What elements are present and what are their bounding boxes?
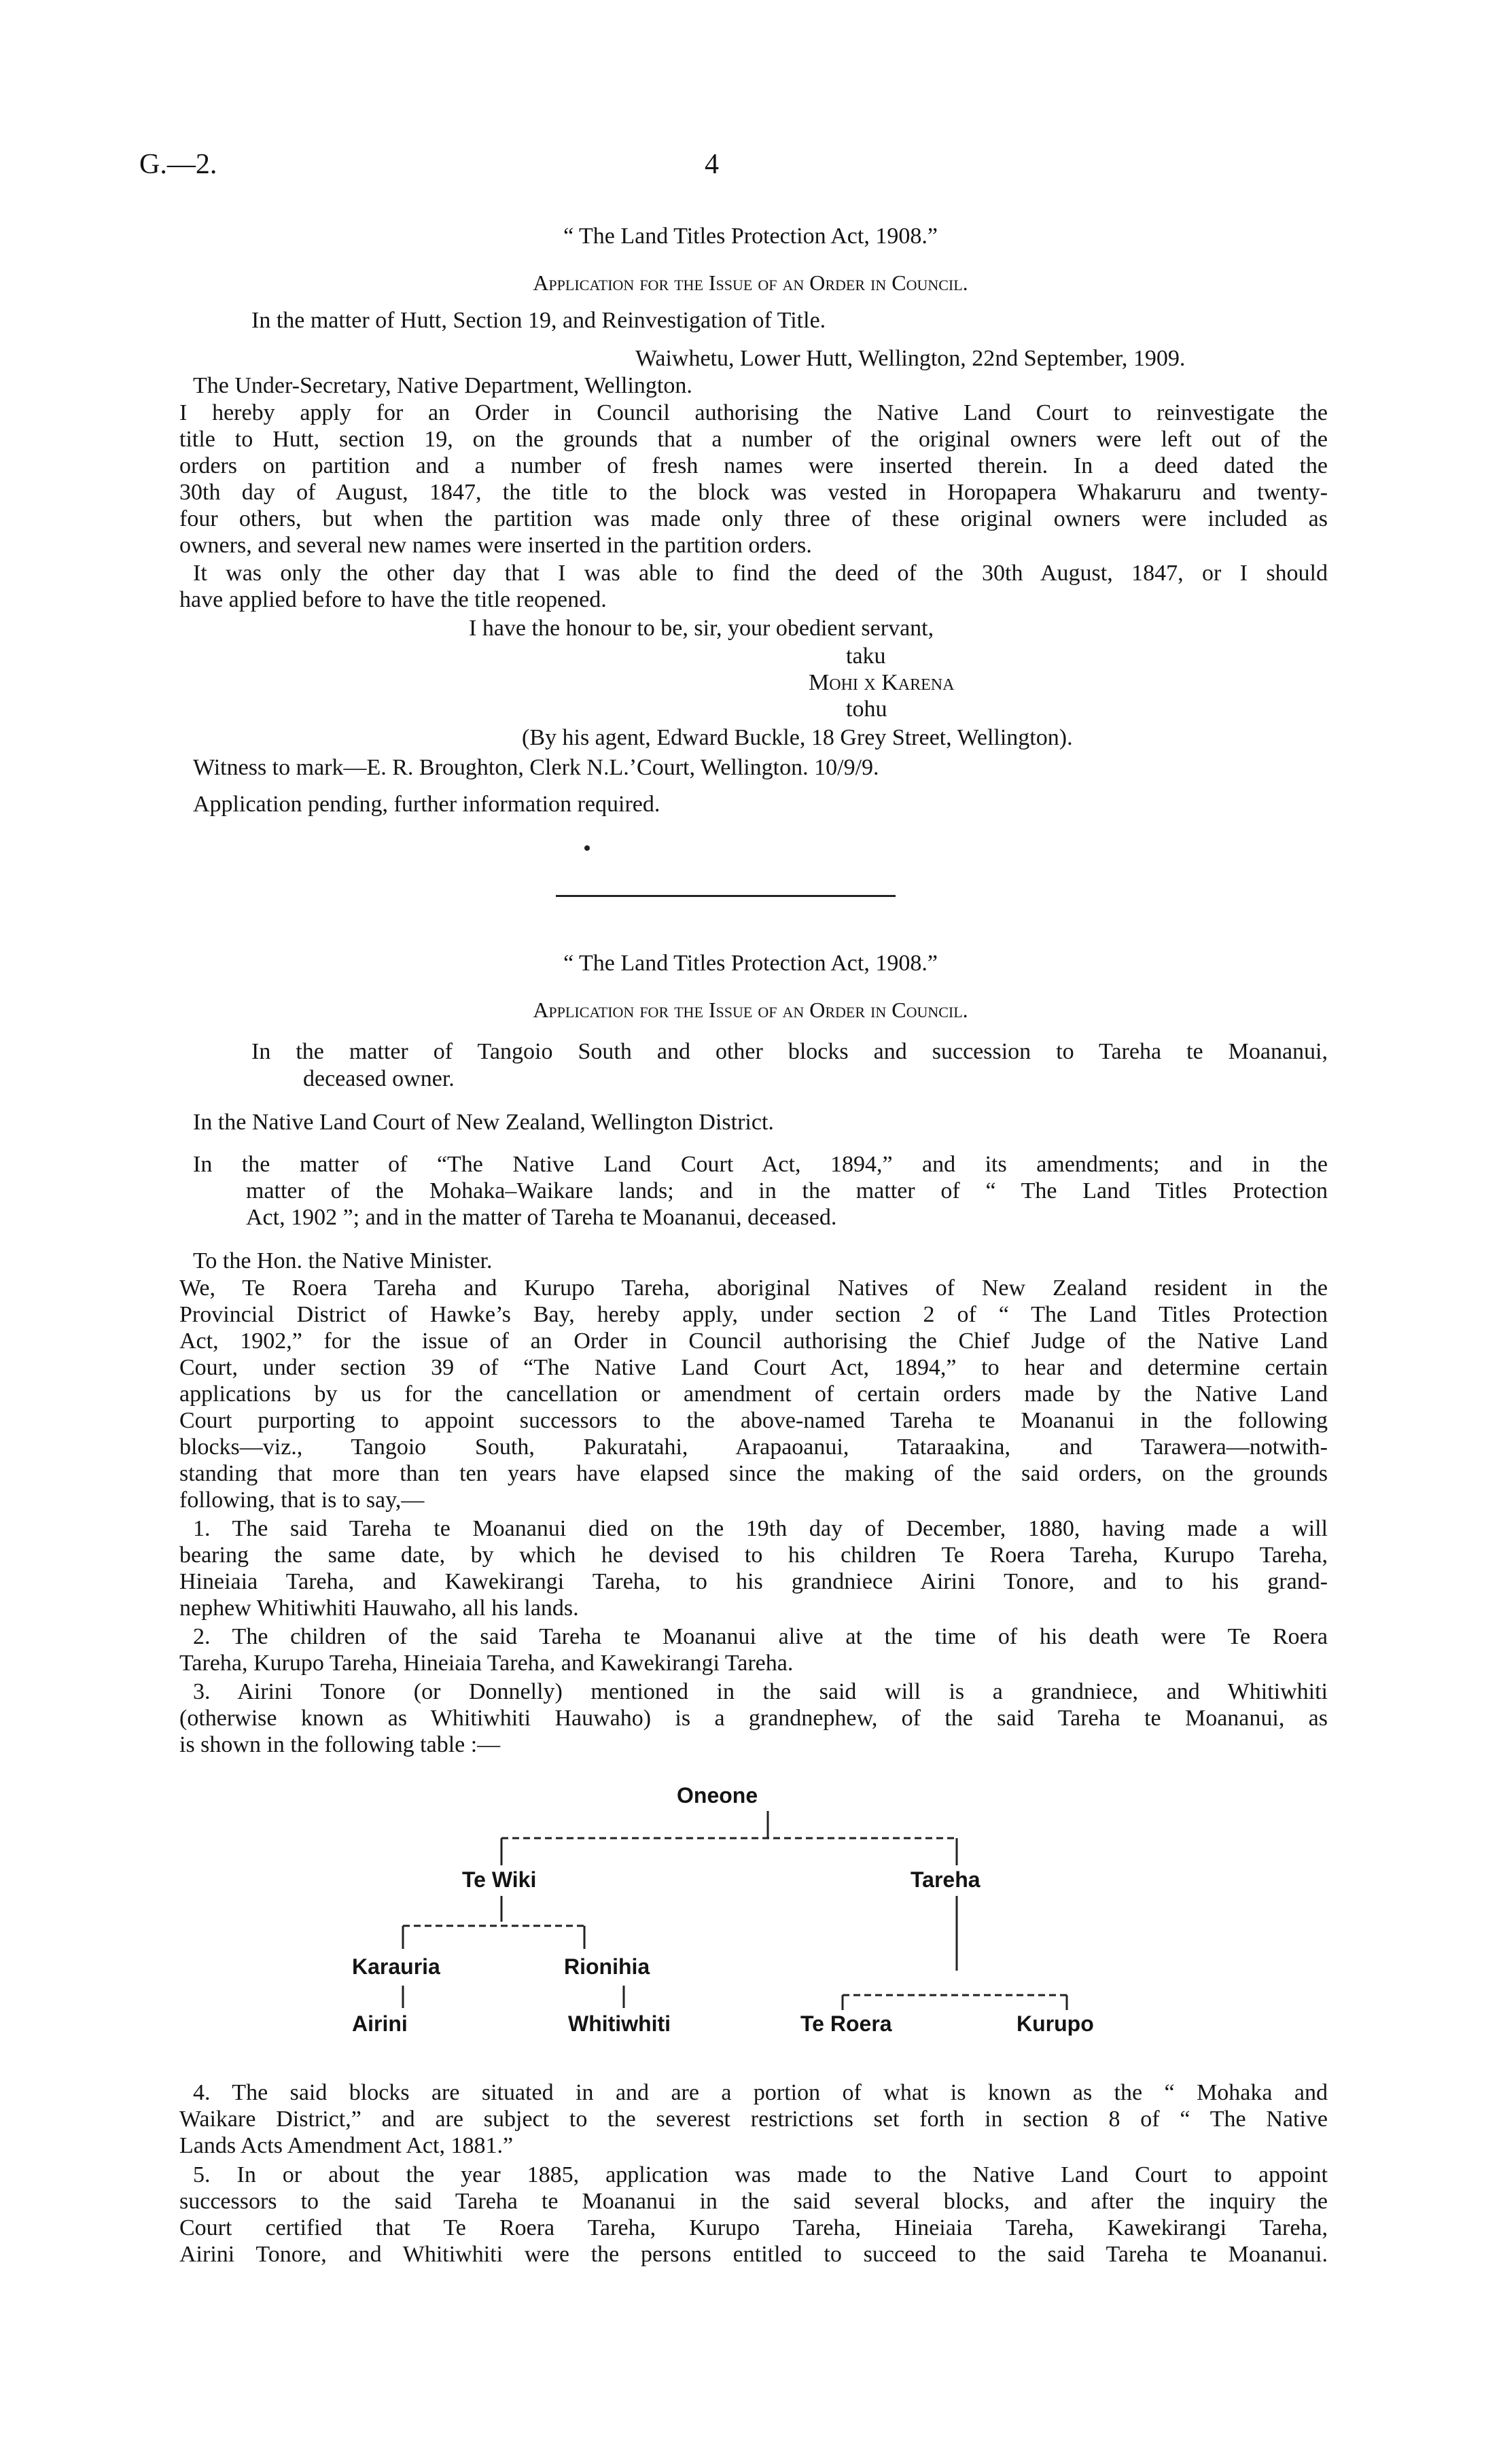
paragraph-1-line: bearing the same date, by which he devised to his children Te Roera Tareha, Kurupo Tareha, [179,1543,1328,1568]
body-line: owners, and several new names were inserted in the partition orders. [179,533,812,558]
paragraph-4-line: Waikare District,” and are subject to the severest restrictions set forth in section 8 of “ The Native [179,2107,1328,2132]
application-heading-2: Application for the Issue of an Order in Council. [533,998,968,1022]
paragraph-5-line: successors to the said Tareha te Moananui in the said several blocks, and after the inquiry the [179,2189,1328,2214]
body-line: Provincial District of Hawke’s Bay, hereby apply, under section 2 of “ The Land Titles Protection [179,1302,1328,1327]
body-line: four others, but when the partition was made only three of these original owners were included as [179,506,1328,531]
taku-text: taku [846,644,886,669]
paragraph-1-line: Hineiaia Tareha, and Kawekirangi Tareha, to his grandniece Airini Tonore, and to his grand- [179,1569,1328,1594]
paragraph-3-line: is shown in the following table :— [179,1732,501,1757]
body-line: 30th day of August, 1847, the title to the block was vested in Horopapera Whakaruru and twenty- [179,480,1328,505]
body-line: have applied before to have the title reopened. [179,587,607,612]
tree-node-whitiwhiti: Whitiwhiti [568,2011,671,2036]
paragraph-1-line: 1. The said Tareha te Moananui died on the 19th day of December, 1880, having made a will [193,1516,1328,1541]
signatory-name: Mohi x Karena [809,670,955,695]
body-line: I hereby apply for an Order in Council authorising the Native Land Court to reinvestigate the [179,400,1328,425]
act-title-1: “ The Land Titles Protection Act, 1908.” [563,224,938,249]
paragraph-3-line: 3. Airini Tonore (or Donnelly) mentioned in the said will is a grandniece, and Whitiwhiti [193,1679,1328,1704]
page-number: 4 [705,149,719,180]
address-date: Waiwhetu, Lower Hutt, Wellington, 22nd September, 1909. [635,346,1186,371]
body-line: Court, under section 39 of “The Native Land Court Act, 1894,” to hear and determine certain [179,1355,1328,1380]
body-line: Court purporting to appoint successors to the above-named Tareha te Moananui in the following [179,1408,1328,1433]
agent-line: (By his agent, Edward Buckle, 18 Grey Street, Wellington). [522,725,1073,750]
tree-node-kurupo: Kurupo [1017,2011,1094,2036]
closing-line: I have the honour to be, sir, your obedient servant, [469,616,934,641]
tree-node-te-wiki: Te Wiki [462,1867,537,1892]
paragraph-2-line: Tareha, Kurupo Tareha, Hineiaia Tareha, and Kawekirangi Tareha. [179,1651,794,1676]
body-line: Act, 1902,” for the issue of an Order in Council authorising the Chief Judge of the Native Land [179,1328,1328,1354]
paragraph-1-line: nephew Whitiwhiti Hauwaho, all his lands. [179,1596,579,1621]
matter-line: deceased owner. [303,1066,455,1091]
tree-node-karauria: Karauria [352,1954,440,1979]
tree-node-tareha: Tareha [911,1867,981,1892]
act-title-2: “ The Land Titles Protection Act, 1908.” [563,951,938,976]
paragraph-4-line: Lands Acts Amendment Act, 1881.” [179,2133,514,2158]
body-line: orders on partition and a number of fresh names were inserted therein. In a deed dated the [179,453,1328,478]
witness-line: Witness to mark—E. R. Broughton, Clerk N.L.ʼCourt, Wellington. 10/9/9. [193,755,879,780]
paragraph-4-line: 4. The said blocks are situated in and are a portion of what is known as the “ Mohaka and [193,2080,1328,2105]
body-line: standing that more than ten years have elapsed since the making of the said orders, on the grounds [179,1461,1328,1486]
paragraph-5-line: Airini Tonore, and Whitiwhiti were the persons entitled to succeed to the said Tareha te Moananui. [179,2242,1328,2267]
paragraph-5-line: 5. In or about the year 1885, application was made to the Native Land Court to appoint [193,2162,1328,2187]
addressee-2: To the Hon. the Native Minister. [193,1248,493,1273]
tree-node-airini: Airini [352,2011,408,2036]
body-line: title to Hutt, section 19, on the grounds that a number of the original owners were left out of the [179,427,1328,452]
body-line: We, Te Roera Tareha and Kurupo Tareha, aboriginal Natives of New Zealand resident in the [179,1275,1328,1301]
court-matter-line: Act, 1902 ”; and in the matter of Tareha te Moananui, deceased. [246,1205,837,1230]
paragraph-2-line: 2. The children of the said Tareha te Moananui alive at the time of his death were Te Roera [193,1624,1328,1649]
paragraph-5-line: Court certified that Te Roera Tareha, Kurupo Tareha, Hineiaia Tareha, Kawekirangi Tareha, [179,2215,1328,2240]
tree-node-rionihia: Rionihia [564,1954,650,1979]
paragraph-3-line: (otherwise known as Whitiwhiti Hauwaho) is a grandnephew, of the said Tareha te Moananui, as [179,1706,1328,1731]
matter-line: In the matter of Tangoio South and other blocks and succession to Tareha te Moananui, [251,1039,1328,1064]
tree-node-root: Oneone [677,1783,758,1808]
court-line: In the Native Land Court of New Zealand, Wellington District. [193,1110,774,1135]
application-heading-1: Application for the Issue of an Order in Council. [533,270,968,295]
series-code: G.—2. [139,149,217,180]
court-matter-line: In the matter of “The Native Land Court Act, 1894,” and its amendments; and in the [193,1152,1328,1177]
tohu-text: tohu [846,697,887,722]
matter-line-1: In the matter of Hutt, Section 19, and Reinvestigation of Title. [251,308,826,333]
status-line: Application pending, further information required. [193,792,660,817]
tree-node-te-roera: Te Roera [800,2011,892,2036]
body-line: blocks—viz., Tangoio South, Pakuratahi, Arapaoanui, Tataraakina, and Tarawera—notwith- [179,1435,1328,1460]
addressee-1: The Under-Secretary, Native Department, Wellington. [193,373,692,398]
body-line: It was only the other day that I was able to find the deed of the 30th August, 1847, or I should [193,561,1328,586]
body-line: applications by us for the cancellation or amendment of certain orders made by the Native Land [179,1381,1328,1407]
court-matter-line: matter of the Mohaka–Waikare lands; and in the matter of “ The Land Titles Protection [246,1178,1328,1203]
body-line: following, that is to say,— [179,1488,425,1513]
